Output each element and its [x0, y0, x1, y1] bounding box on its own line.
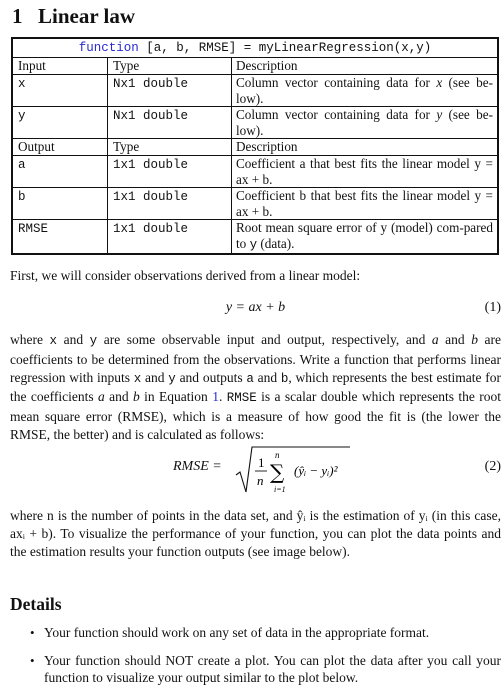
- type-header: Type: [108, 139, 232, 155]
- bullet-icon: •: [30, 625, 35, 640]
- signature-rest: [a, b, RMSE] = myLinearRegression(x,y): [138, 41, 432, 55]
- list-item: • Your function should NOT create a plot. You can plot the data after you call your function to visualize your output similar to the plot below.: [30, 652, 501, 685]
- details-heading: Details: [10, 594, 62, 614]
- section-heading: [12, 4, 135, 29]
- equation-1-number: (1): [484, 300, 501, 315]
- intro-paragraph: First, we will consider observations derived from a linear model:: [10, 268, 361, 283]
- param-name: RMSE: [13, 220, 108, 253]
- list-item: • Your function should work on any set of data in the appropriate format.: [30, 625, 430, 640]
- param-name: a: [13, 156, 108, 187]
- output-header-row: [13, 139, 497, 156]
- input-header: Input: [13, 58, 108, 74]
- table-row: [13, 75, 497, 107]
- param-type: 1x1 double: [108, 156, 232, 187]
- input-header-row: [13, 58, 497, 75]
- param-name: b: [13, 188, 108, 219]
- param-type: 1x1 double: [108, 220, 232, 253]
- sum-lower: i=1: [274, 485, 286, 494]
- param-type: Nx1 double: [108, 107, 232, 138]
- sum-term: (ŷᵢ − yᵢ)²: [294, 463, 338, 478]
- function-keyword: function: [78, 41, 139, 55]
- function-signature: [13, 39, 497, 58]
- param-description: Coefficient b that best fits the linear model y = ax + b.: [236, 188, 493, 219]
- param-description: Column vector containing data for x (see be-low).: [236, 75, 493, 106]
- param-description: Root mean square error of y (model) com-pared to y (data).: [236, 220, 493, 252]
- equation-2-number: (2): [484, 459, 501, 474]
- visualization-paragraph: where n is the number of points in the data set, and ŷᵢ is the estimation of yᵢ (in this case, axᵢ + b). To visualize the performance of your function, you can plot the data points and the estimation results your function outputs (see image below).: [10, 508, 501, 559]
- param-description: Column vector containing data for y (see be-low).: [236, 107, 493, 138]
- equation-1-body: y = ax + b: [225, 300, 286, 315]
- section-title: Linear law: [38, 4, 136, 28]
- sigma-icon: ∑: [270, 460, 285, 484]
- frac-numerator: 1: [258, 455, 265, 470]
- section-number: 1: [12, 4, 23, 28]
- param-type: 1x1 double: [108, 188, 232, 219]
- param-type: Nx1 double: [108, 75, 232, 106]
- equation-2: [10, 445, 501, 495]
- sum-upper: n: [275, 450, 280, 460]
- equation-reference-link[interactable]: 1: [212, 389, 219, 405]
- equation-1: [10, 300, 501, 320]
- function-spec-table: [11, 37, 499, 255]
- details-list: [10, 624, 501, 687]
- param-name: y: [13, 107, 108, 138]
- type-header: Type: [108, 58, 232, 74]
- rmse-formula: [234, 445, 354, 495]
- table-row: [13, 220, 497, 253]
- output-header: Output: [13, 139, 108, 155]
- table-row: [13, 107, 497, 139]
- param-description: Coefficient a that best fits the linear model y = ax + b.: [236, 156, 493, 187]
- frac-denominator: n: [257, 473, 264, 488]
- param-name: x: [13, 75, 108, 106]
- table-row: [13, 188, 497, 220]
- description-header: Description: [236, 139, 298, 154]
- bullet-icon: •: [30, 652, 35, 668]
- description-paragraph: where x and y are some observable input and output, respectively, and a and b are coefficients to be determined from the observations. Write a function that performs linear regression with inputs x and y and outputs a and b, which represents the best estimate for the coefficients a and b in Equation 1. RMSE is a scalar double which represents the root mean square error (RMSE), which is a measure of how good the fit is (the lower the RMSE, the better) and is calculated as follows:: [10, 332, 502, 442]
- rmse-lhs: RMSE =: [173, 459, 222, 474]
- table-row: [13, 156, 497, 188]
- description-header: Description: [236, 58, 298, 73]
